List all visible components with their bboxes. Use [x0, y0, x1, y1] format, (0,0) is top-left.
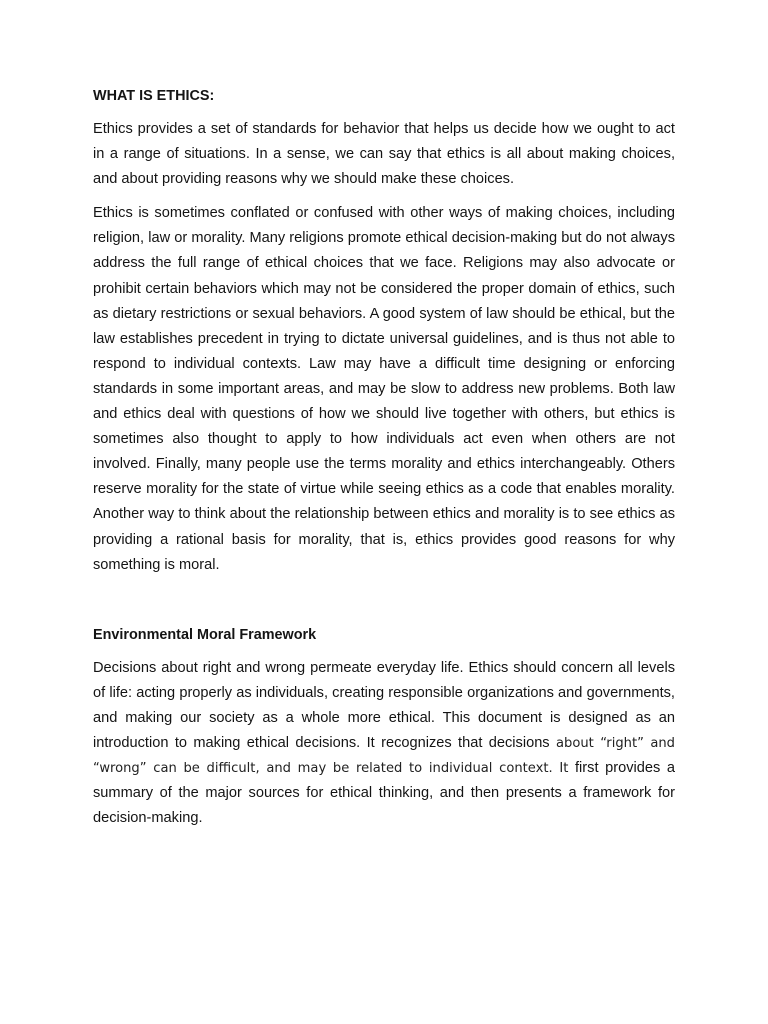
paragraph-ethics-comparison: Ethics is sometimes conflated or confused with other ways of making choices, including religion, law or morality. Many religions promote ethical decision-making but do not always address the full range of ethical choices that we face. Religions may also advocate or prohibit certain behaviors which may not be considered the proper domain of ethics, such as dietary restrictions or sexual behaviors. A good system of law should be ethical, but the law establishes precedent in trying to dictate universal guidelines, and is thus not able to respond to individual contexts. Law may have a difficult time designing or enforcing standards in some important areas, and may be slow to address new problems. Both law and ethics deal with questions of how we should live together with others, but ethics is sometimes also thought to apply to how individuals act even when others are not involved. Finally, many people use the terms morality and ethics interchangeably. Others reserve morality for the state of virtue while seeing ethics as a code that enables morality. Another way to think about the relationship between ethics and morality is to see ethics as providing a rational basis for morality, that is, ethics provides good reasons for why something is moral. [93, 205, 675, 573]
paragraph-decisions [93, 656, 675, 832]
document-body [93, 84, 675, 831]
paragraph-decisions-part2: about “right” and “wrong” can be difficult, and may be related to individual context. It [93, 735, 675, 777]
section-heading-what-is-ethics: WHAT IS ETHICS: [93, 88, 215, 104]
paragraph-decisions-part1: Decisions about right and wrong permeate everyday life. Ethics should concern all levels of life: acting properly as individuals, creating responsible organizations and governments, and making our society as a whole more ethical. This document is designed as an introduction to making ethical decisions. It recognizes that decisions [93, 659, 675, 751]
section-heading-environmental-moral-framework: Environmental Moral Framework [93, 626, 317, 643]
paragraph-ethics-definition: Ethics provides a set of standards for behavior that helps us decide how we ought to act in a range of situations. In a sense, we can say that ethics is all about making choices, and about providing reasons why we should make these choices. [93, 121, 675, 188]
paragraph-decisions-part3: first provides a summary of the major sources for ethical thinking, and then presents a framework for decision-making. [93, 760, 675, 827]
